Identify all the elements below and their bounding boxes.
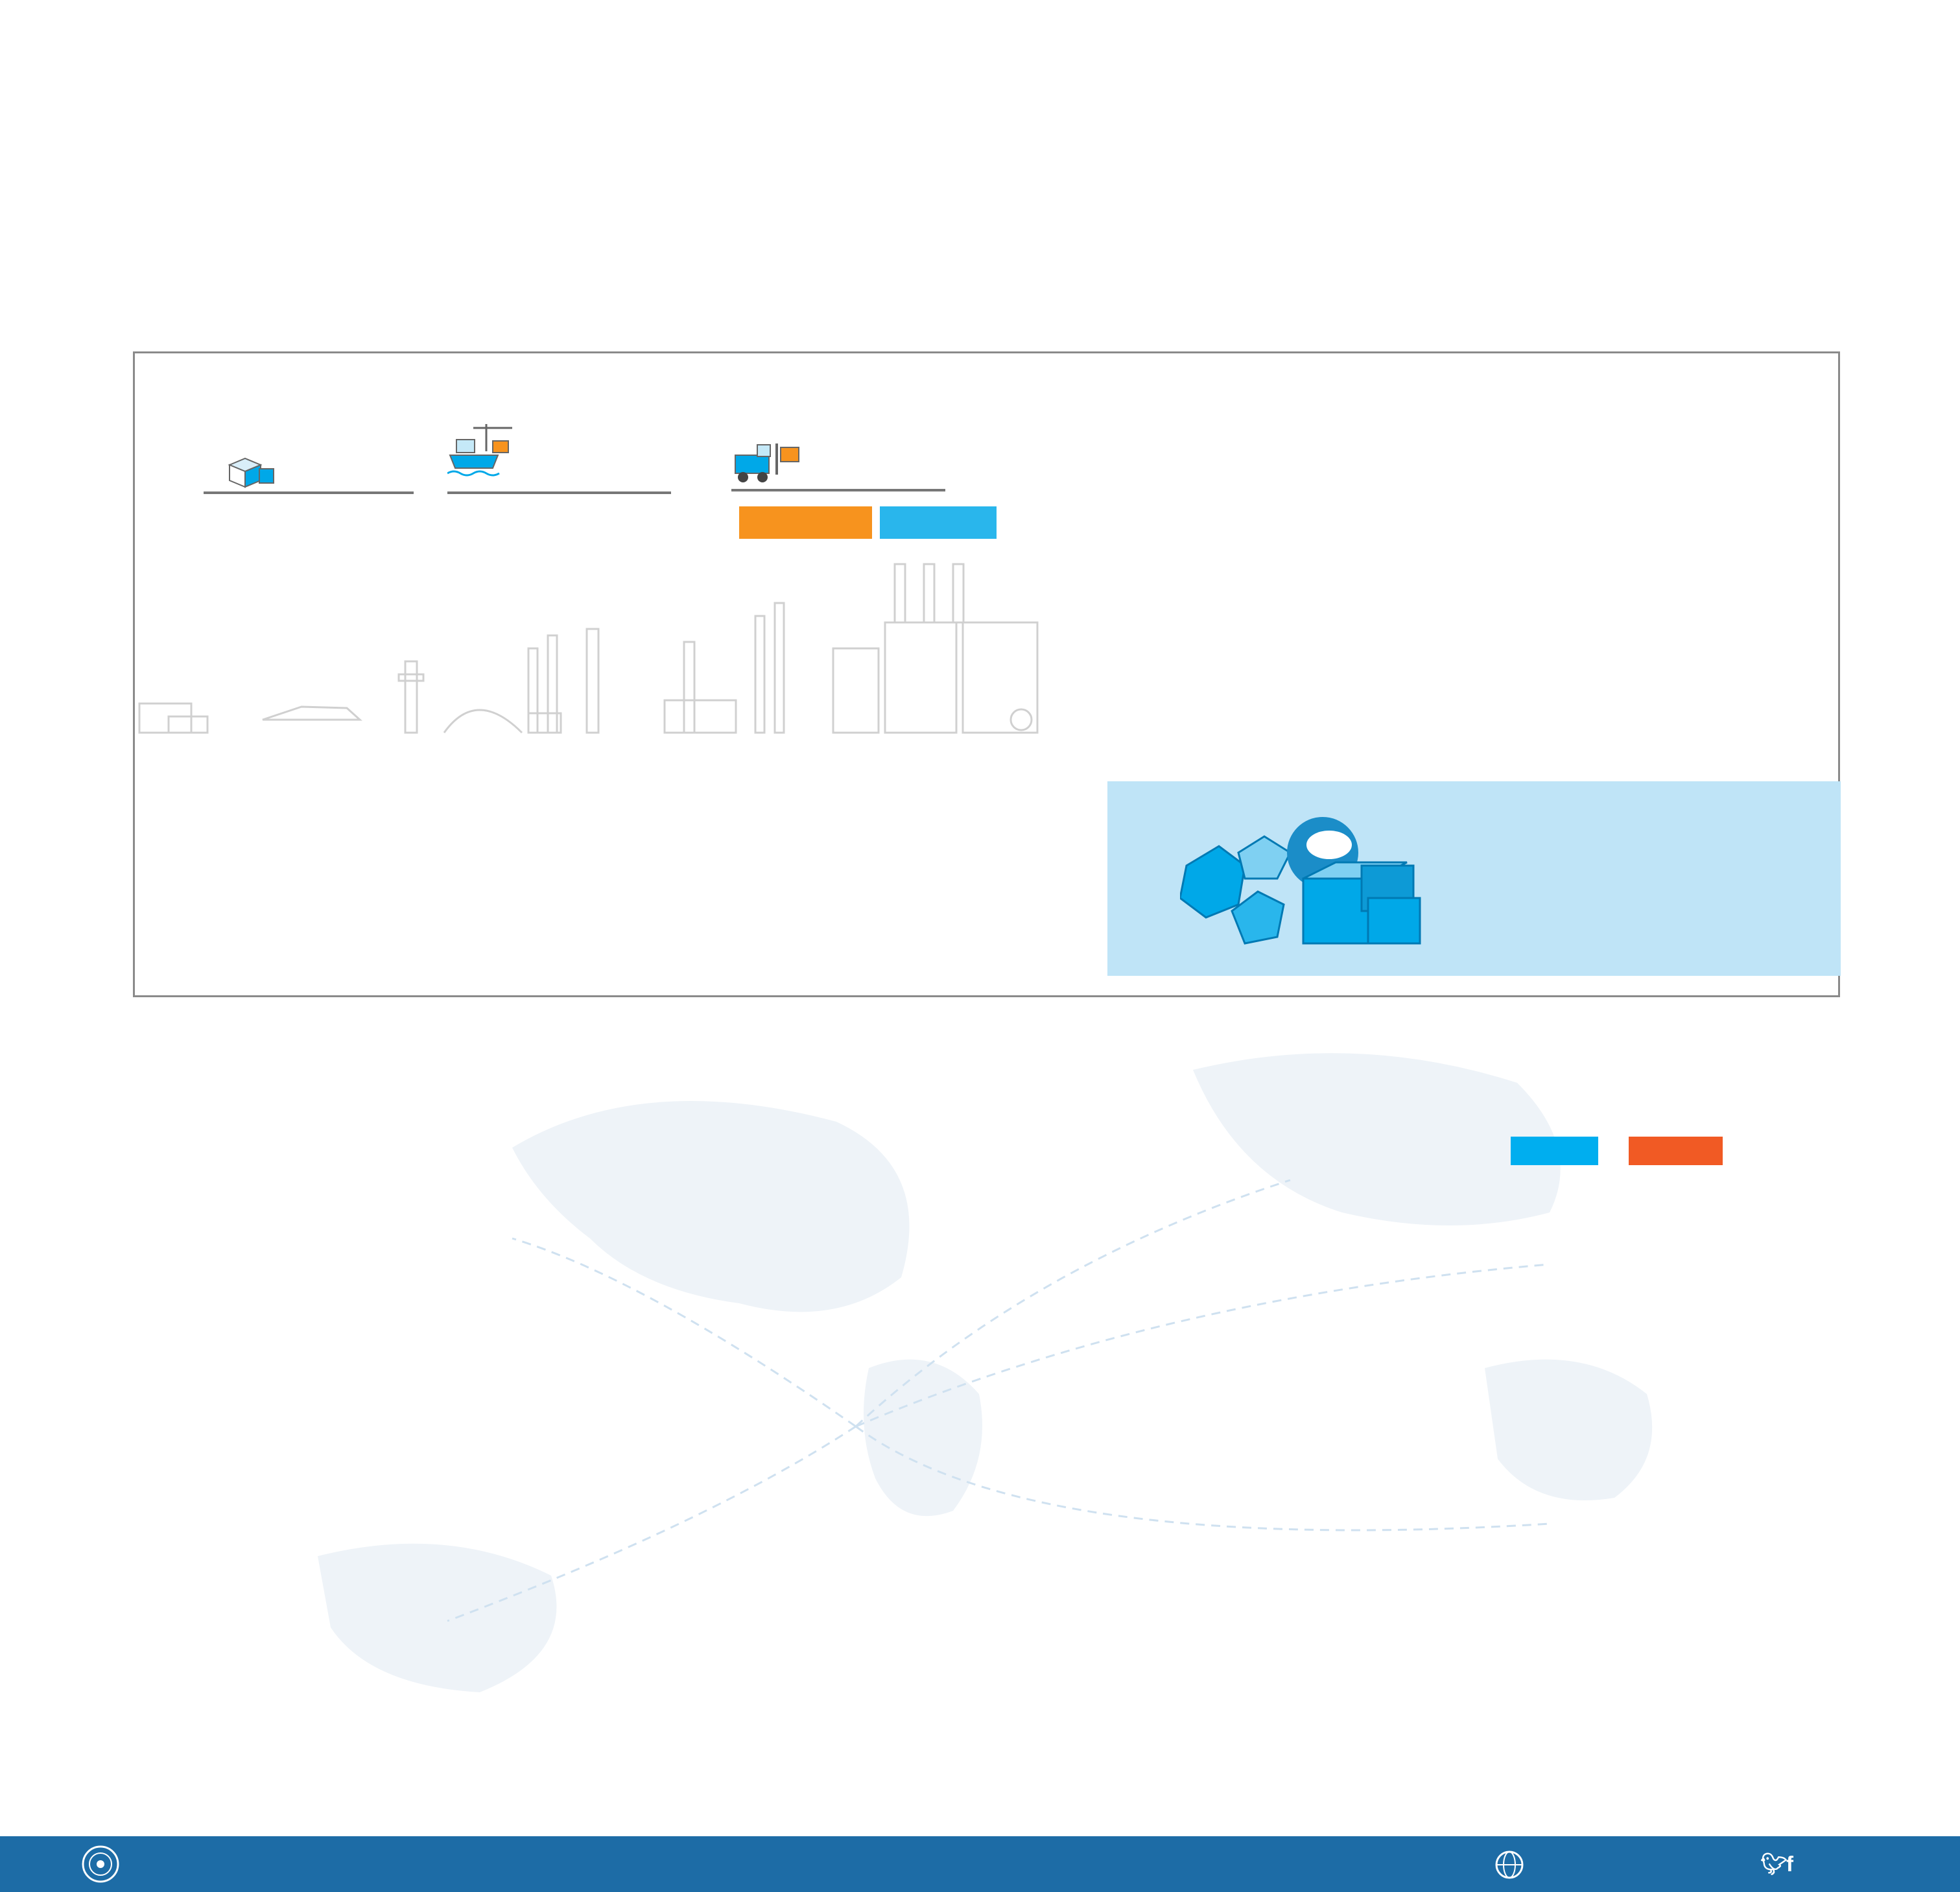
legend-exports xyxy=(1511,1137,1598,1165)
industrial-skyline-illustration xyxy=(139,564,1037,733)
merch-trade-heading xyxy=(493,329,1420,333)
asian-economies-chart xyxy=(117,1180,921,1595)
twitter-icon[interactable]: 🐦︎ xyxy=(1760,1852,1788,1876)
globe-icon[interactable] xyxy=(1494,1850,1524,1883)
category-underline xyxy=(731,489,945,491)
category-underline xyxy=(204,491,414,494)
footer-bar xyxy=(0,1836,1960,1892)
box-icon xyxy=(226,451,277,493)
neda-seal-icon xyxy=(81,1845,120,1887)
facebook-icon[interactable]: f xyxy=(1786,1852,1793,1876)
forklift-icon xyxy=(731,441,803,490)
markets-chart xyxy=(1024,1167,1867,1673)
category-underline xyxy=(447,491,671,494)
legend-imports xyxy=(1629,1137,1723,1165)
cargo-ship-icon xyxy=(447,421,519,490)
